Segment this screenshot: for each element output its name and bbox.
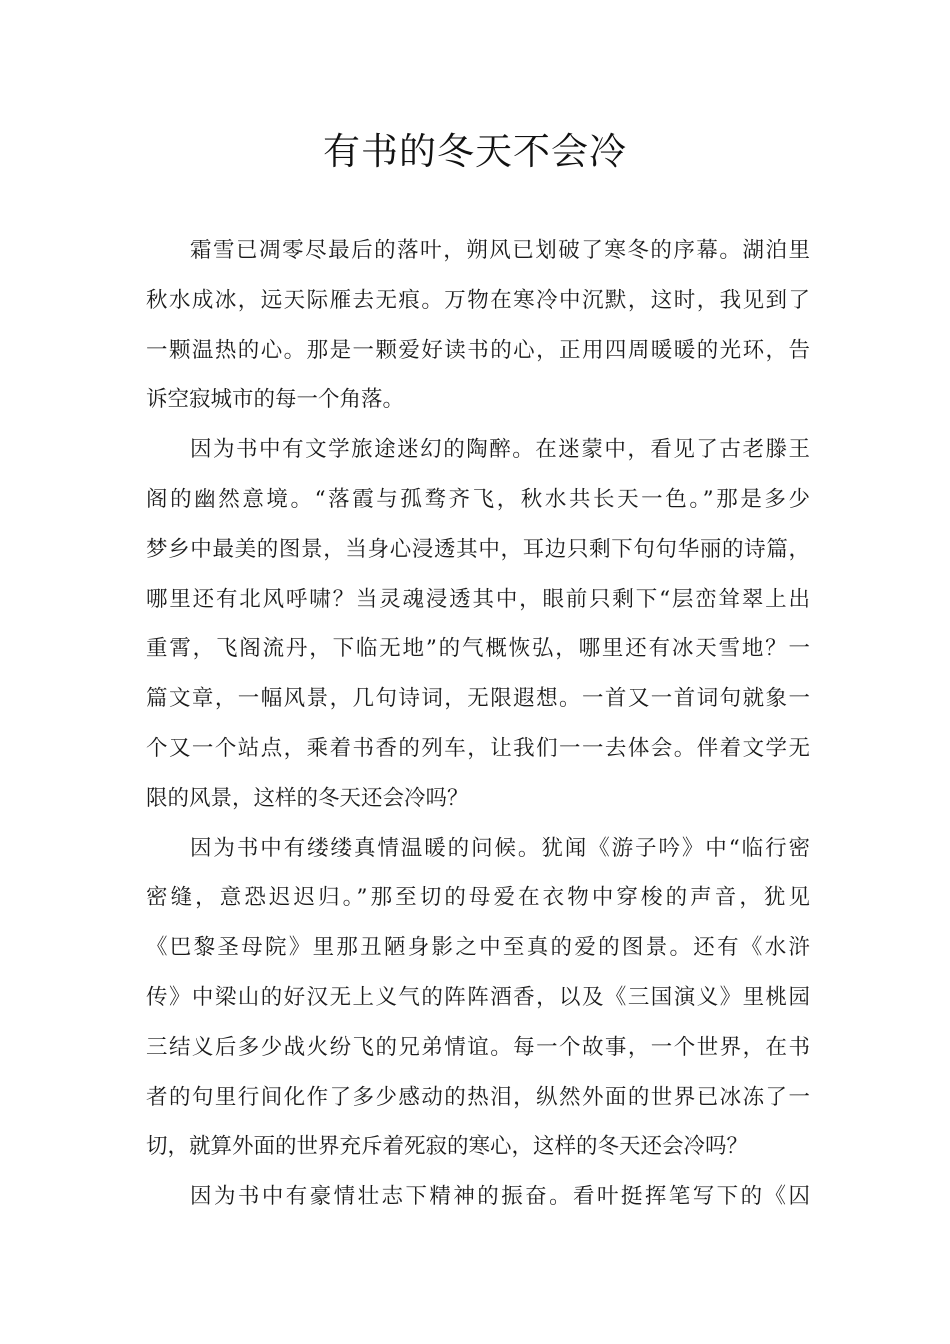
paragraph-line: 秋水成冰，远天际雁去无痕。万物在寒冷中沉默，这时，我见到了: [146, 287, 810, 313]
paragraph-line: 个又一个站点，乘着书香的列车，让我们一一去体会。伴着文学无: [146, 735, 810, 761]
paragraph-line: 一颗温热的心。那是一颗爱好读书的心，正用四周暖暖的光环，告: [146, 337, 810, 363]
paragraph-line: 霜雪已凋零尽最后的落叶，朔风已划破了寒冬的序幕。湖泊里: [190, 238, 810, 263]
document-title: 有书的冬天不会冷: [323, 130, 627, 173]
paragraph-line: 密缝，意恐迟迟归。”那至切的母爱在衣物中穿梭的声音，犹见: [146, 885, 810, 911]
paragraph-line: 三结义后多少战火纷飞的兄弟情谊。每一个故事，一个世界，在书: [146, 1034, 810, 1060]
paragraph-line: 重霄，飞阁流丹，下临无地”的气概恢弘，哪里还有冰天雪地？一: [146, 636, 810, 662]
paragraph-line: 传》中梁山的好汉无上义气的阵阵酒香，以及《三国演义》里桃园: [146, 984, 810, 1010]
paragraph-line: 因为书中有文学旅途迷幻的陶醉。在迷蒙中，看见了古老滕王: [190, 437, 810, 463]
paragraph-line: 篇文章，一幅风景，几句诗词，无限遐想。一首又一首词句就象一: [146, 686, 810, 712]
paragraph-line: 因为书中有豪情壮志下精神的振奋。看叶挺挥笔写下的《囚: [190, 1184, 810, 1210]
paragraph-line: 梦乡中最美的图景，当身心浸透其中，耳边只剩下句句华丽的诗篇，: [146, 536, 810, 562]
paragraph-line: 哪里还有北风呼啸？当灵魂浸透其中，眼前只剩下“层峦耸翠上出: [146, 586, 810, 612]
document-body: [146, 226, 810, 1222]
paragraph-line: 切，就算外面的世界充斥着死寂的寒心，这样的冬天还会冷吗？: [146, 1134, 749, 1160]
paragraph-line: 阁的幽然意境。“落霞与孤骛齐飞，秋水共长天一色。”那是多少: [146, 486, 810, 512]
paragraph-line: 限的风景，这样的冬天还会冷吗？: [146, 785, 469, 811]
paragraph-line: 《巴黎圣母院》里那丑陋身影之中至真的爱的图景。还有《水浒: [146, 935, 810, 961]
paragraph-line: 者的句里行间化作了多少感动的热泪，纵然外面的世界已冰冻了一: [146, 1084, 810, 1110]
paragraph-line: 诉空寂城市的每一个角落。: [146, 387, 405, 413]
paragraph-line: 因为书中有缕缕真情温暖的问候。犹闻《游子吟》中“临行密: [190, 835, 810, 861]
